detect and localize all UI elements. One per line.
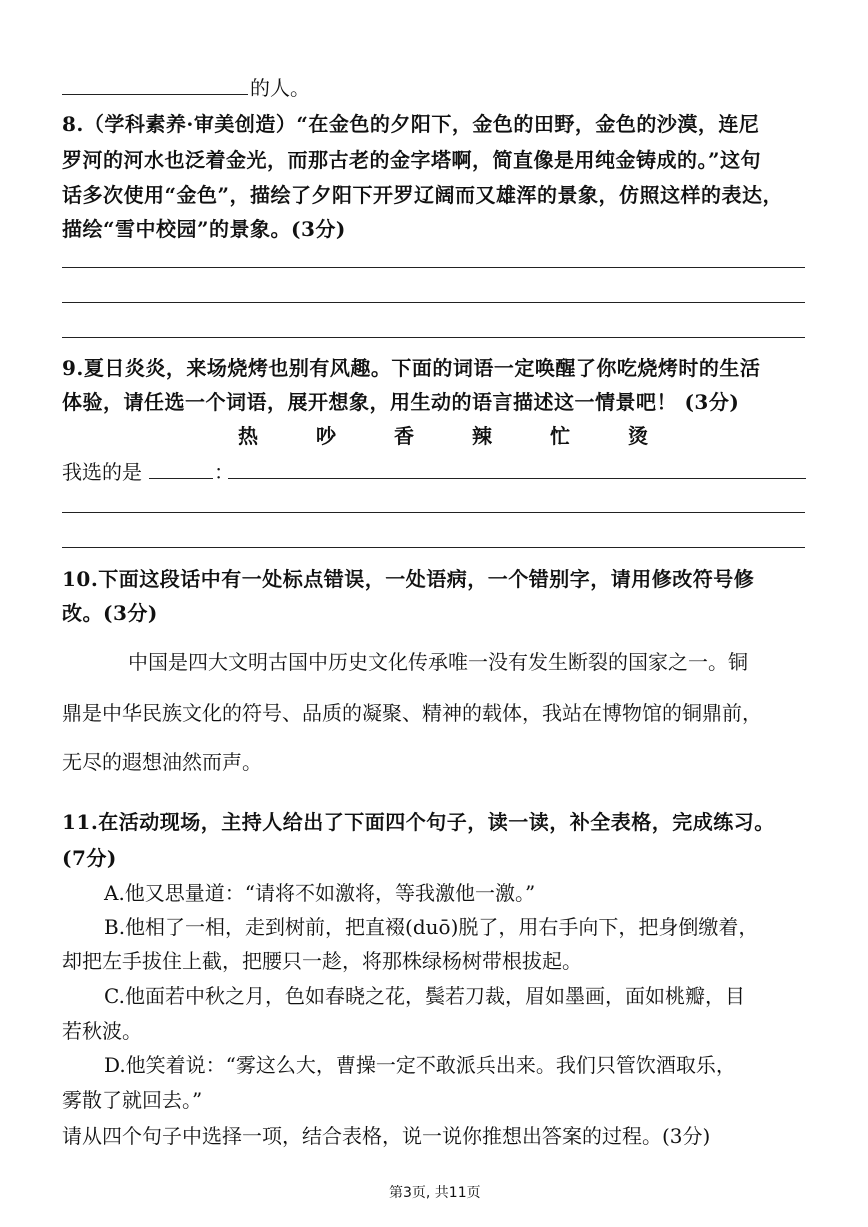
passage-line-2: 鼎是中华民族文化的符号、品质的凝聚、精神的载体，我站在博物馆的铜鼎前， xyxy=(62,701,762,725)
answer-line[interactable] xyxy=(62,547,805,548)
passage-line-3: 无尽的遐想油然而声。 xyxy=(62,750,262,774)
word-option[interactable]: 辣 xyxy=(472,424,492,448)
sentence-c-line-2: 若秋波。 xyxy=(62,1019,142,1043)
question-8-line-4: 描绘“雪中校园”的景象。(3分) xyxy=(62,217,346,241)
word-option[interactable]: 热 xyxy=(238,424,258,448)
choice-colon: ： xyxy=(214,460,234,484)
sentence-b-line-1: B.他相了一相，走到树前，把直裰(duō)脱了，用右手向下，把身倒缴着， xyxy=(104,915,759,939)
answer-line[interactable] xyxy=(62,302,805,303)
sentence-d-line-1: D.他笑着说：“雾这么大，曹操一定不敢派兵出来。我们只管饮酒取乐， xyxy=(104,1053,736,1077)
choice-blank[interactable] xyxy=(149,478,213,479)
question-8-line-1: 8.（学科素养·审美创造）“在金色的夕阳下，金色的田野，金色的沙漠，连尼 xyxy=(62,112,760,136)
question-9-line-2: 体验，请任选一个词语，展开想象，用生动的语言描述这一情景吧！ (3分) xyxy=(62,390,740,414)
choice-label: 我选的是 xyxy=(62,460,142,484)
answer-line[interactable] xyxy=(62,267,805,268)
question-11-line-1: 11.在活动现场，主持人给出了下面四个句子，读一读，补全表格，完成练习。 xyxy=(62,810,775,834)
answer-blank-line[interactable] xyxy=(62,94,248,95)
question-11-line-2: (7分) xyxy=(62,846,117,870)
word-option[interactable]: 烫 xyxy=(628,424,648,448)
question-8-line-2: 罗河的河水也泛着金光，而那古老的金字塔啊，简直像是用纯金铸成的。”这句 xyxy=(62,148,762,172)
sentence-c-line-1: C.他面若中秋之月，色如春晓之花，鬓若刀裁，眉如墨画，面如桃瓣，目 xyxy=(104,984,745,1008)
question-8-line-3: 话多次使用“金色”，描绘了夕阳下开罗辽阔而又雄浑的景象，仿照这样的表达， xyxy=(62,183,784,207)
question-10-line-1: 10.下面这段话中有一处标点错误，一处语病，一个错别字，请用修改符号修 xyxy=(62,567,755,591)
word-option[interactable]: 忙 xyxy=(550,424,570,448)
answer-line[interactable] xyxy=(62,512,805,513)
top-fragment: 的人。 xyxy=(250,76,310,100)
word-option[interactable]: 吵 xyxy=(316,424,336,448)
question-11-prompt: 请从四个句子中选择一项，结合表格，说一说你推想出答案的过程。(3分) xyxy=(62,1124,711,1148)
question-10-line-2: 改。(3分) xyxy=(62,601,158,625)
question-9-line-1: 9.夏日炎炎，来场烧烤也别有风趣。下面的词语一定唤醒了你吃烧烤时的生活 xyxy=(62,356,761,380)
answer-line[interactable] xyxy=(228,478,806,479)
passage-line-1: 中国是四大文明古国中历史文化传承唯一没有发生断裂的国家之一。铜 xyxy=(128,650,748,674)
word-option[interactable]: 香 xyxy=(394,424,414,448)
sentence-a: A.他又思量道：“请将不如激将，等我激他一激。” xyxy=(104,881,536,905)
answer-line[interactable] xyxy=(62,337,805,338)
sentence-d-line-2: 雾散了就回去。” xyxy=(62,1088,203,1112)
sentence-b-line-2: 却把左手拔住上截，把腰只一趁，将那株绿杨树带根拔起。 xyxy=(62,949,582,973)
word-options xyxy=(238,420,648,449)
page-footer: 第3页, 共11页 xyxy=(389,1185,481,1201)
